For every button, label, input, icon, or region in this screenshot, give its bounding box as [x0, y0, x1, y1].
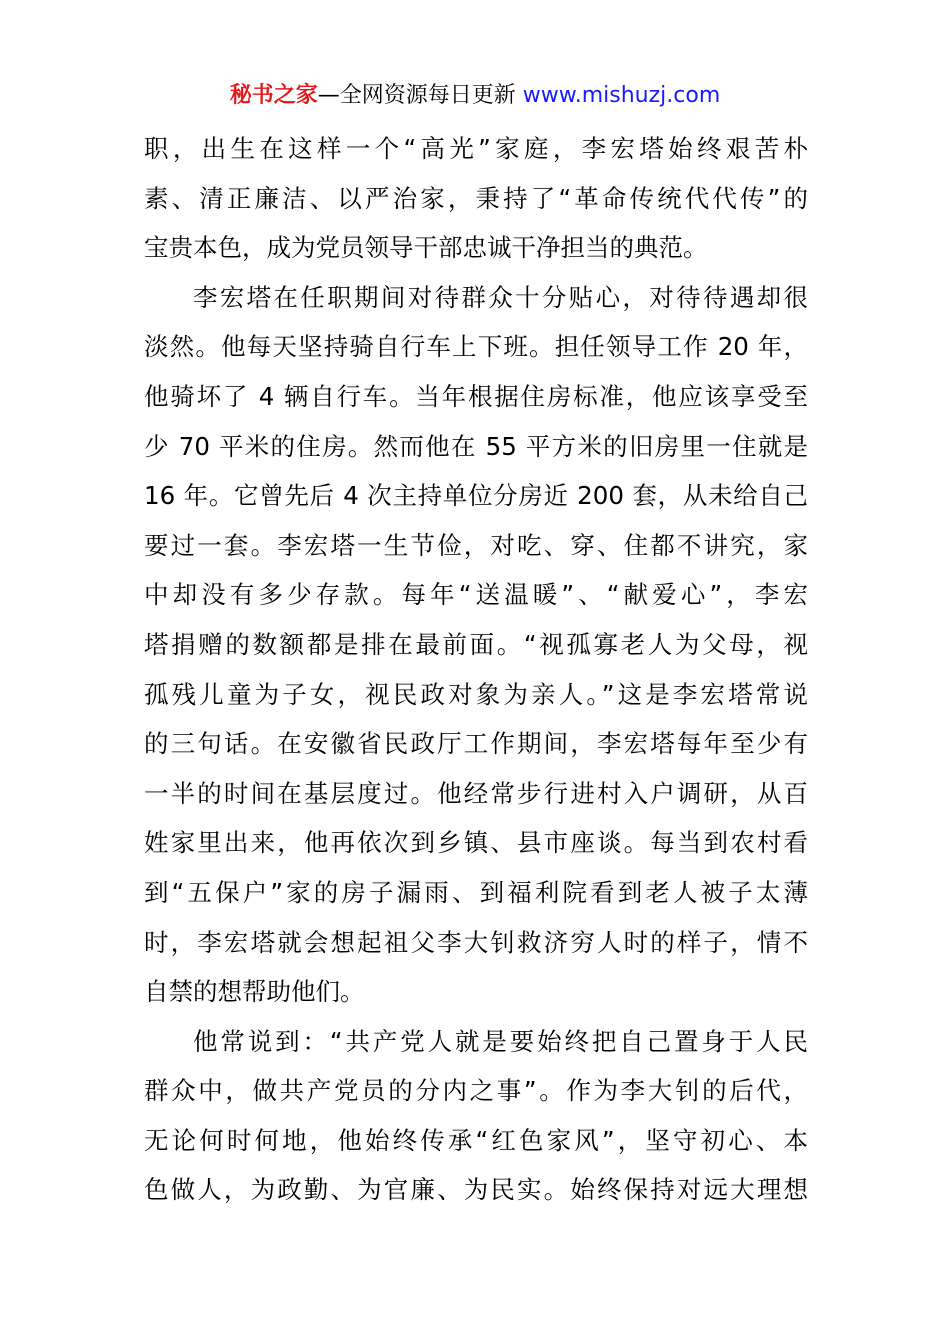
site-brand: 秘书之家 [229, 83, 318, 108]
text-line: 塔捐赠的数额都是排在最前面。“视孤寡老人为父母，视 [144, 629, 808, 659]
text-line: 淡然。他每天坚持骑自行车上下班。担任领导工作 20 年， [144, 332, 808, 362]
text-line: 16 年。它曾先后 4 次主持单位分房近 200 套，从未给自己 [144, 481, 808, 511]
text-line: 到“五保户”家的房子漏雨、到福利院看到老人被子太薄 [144, 877, 808, 907]
site-tagline: —全网资源每日更新 [317, 83, 523, 108]
text-line: 自禁的想帮助他们。 [144, 977, 365, 1007]
text-line: 他常说到：“共产党人就是要始终把自己置身于人民 [193, 1026, 808, 1056]
paragraph [144, 1017, 808, 1215]
text-line: 群众中，做共产党员的分内之事”。作为李大钊的后代， [144, 1076, 808, 1106]
text-line: 宝贵本色，成为党员领导干部忠诚干净担当的典范。 [144, 233, 708, 263]
text-line: 少 70 平米的住房。然而他在 55 平方米的旧房里一住就是 [144, 431, 808, 461]
text-line: 色做人，为政勤、为官廉、为民实。始终保持对远大理想 [144, 1175, 808, 1205]
text-line: 一半的时间在基层度过。他经常步行进村入户调研，从百 [144, 778, 808, 808]
text-line: 中却没有多少存款。每年“送温暖”、“献爱心”，李宏 [144, 580, 808, 610]
text-line: 无论何时何地，他始终传承“红色家风”，坚守初心、本 [144, 1125, 808, 1155]
site-url-link[interactable]: www.mishuzj.com [522, 83, 721, 108]
site-header [0, 78, 950, 114]
text-line: 时，李宏塔就会想起祖父李大钊救济穷人时的样子，情不 [144, 927, 808, 957]
document-body [144, 124, 808, 1215]
paragraph [144, 124, 808, 273]
text-line: 的三句话。在安徽省民政厅工作期间，李宏塔每年至少有 [144, 729, 808, 759]
text-line: 姓家里出来，他再依次到乡镇、县市座谈。每当到农村看 [144, 828, 808, 858]
text-line: 要过一套。李宏塔一生节俭，对吃、穿、住都不讲究，家 [144, 530, 808, 560]
text-line: 李宏塔在任职期间对待群众十分贴心，对待待遇却很 [193, 282, 808, 312]
text-line: 职，出生在这样一个“高光”家庭，李宏塔始终艰苦朴 [144, 134, 808, 163]
text-line: 孤残儿童为子女，视民政对象为亲人。”这是李宏塔常说 [144, 679, 808, 709]
paragraph [144, 273, 808, 1017]
text-line: 素、清正廉洁、以严治家，秉持了“革命传统代代传”的 [144, 183, 808, 213]
text-line: 他骑坏了 4 辆自行车。当年根据住房标准，他应该享受至 [144, 381, 808, 411]
